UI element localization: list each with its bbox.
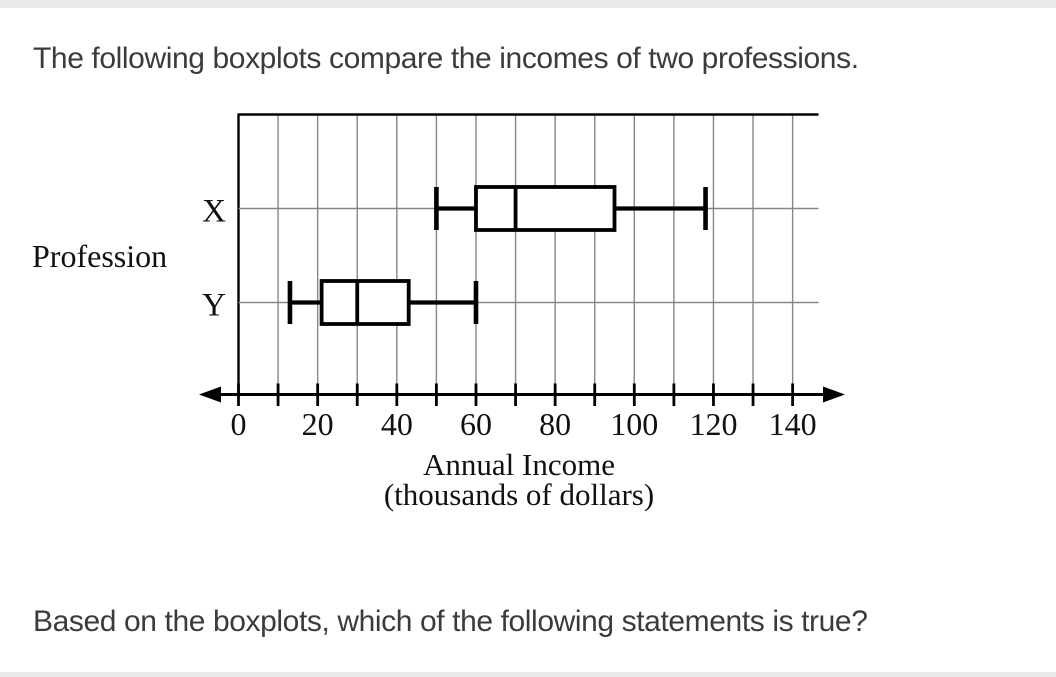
question-prompt-text: Based on the boxplots, which of the following statements is true? [33, 605, 868, 638]
x-axis-tick-label: 80 [539, 406, 572, 442]
x-axis-tick-label: 120 [689, 406, 738, 442]
row-label-y: Y [202, 287, 226, 324]
bottom-divider [0, 672, 1056, 677]
x-axis-tick-label: 20 [301, 406, 334, 442]
boxplot-x [436, 187, 705, 230]
x-axis-tick-label: 100 [610, 406, 659, 442]
row-label-x: X [202, 193, 226, 230]
category-axis-label: Profession [32, 238, 168, 274]
x-axis-title-line2: (thousands of dollars) [383, 477, 655, 512]
x-axis-title-line1: Annual Income [423, 447, 615, 482]
x-axis-right-arrow-icon [823, 387, 845, 403]
x-axis-tick-label: 140 [768, 406, 817, 442]
iqr-box [476, 187, 615, 230]
x-axis-left-arrow-icon [199, 387, 221, 403]
x-axis-tick-label: 0 [230, 406, 247, 442]
x-axis-tick-label: 40 [380, 406, 413, 442]
iqr-box [322, 281, 409, 324]
x-axis-tick-label: 60 [459, 406, 492, 442]
question-intro-text: The following boxplots compare the incomes of two professions. [33, 42, 859, 75]
